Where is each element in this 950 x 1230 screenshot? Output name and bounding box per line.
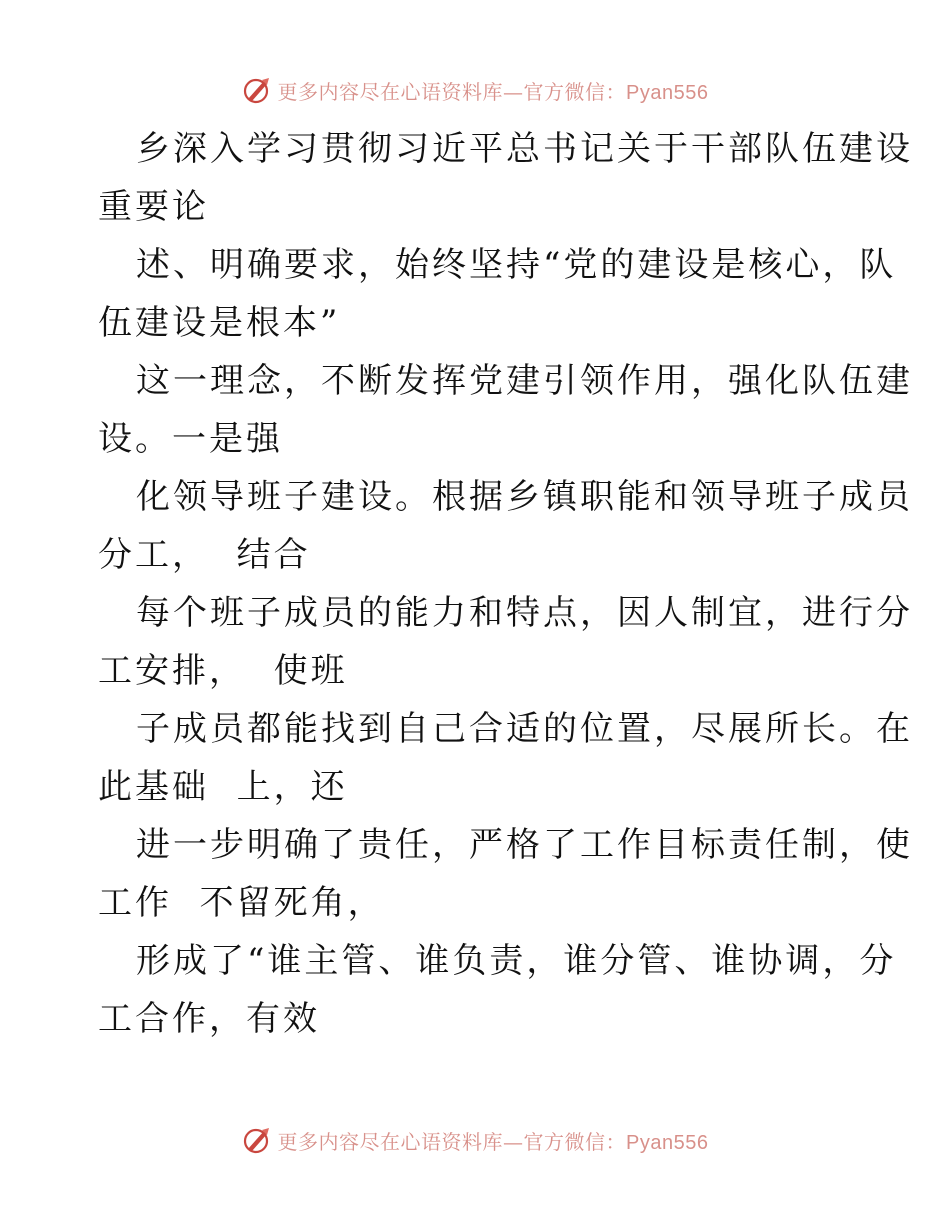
text-line: 进一步明确了贵任，严格了工作目标责任制，使: [136, 825, 913, 865]
header-watermark-text: [278, 76, 709, 105]
header-watermark: [0, 70, 950, 110]
header-watermark-label: 更多内容尽在心语资料库—官方微信：: [277, 79, 627, 104]
text-line: 工安排， 使班: [98, 651, 348, 691]
text-line: 此基础 上，还: [98, 767, 348, 807]
text-line: 工作 不留死角，: [98, 883, 385, 923]
footer-watermark-id: Pyan556: [626, 1131, 709, 1154]
text-line: 分工， 结合: [98, 535, 311, 575]
text-line: 述、明确要求，始终坚持“党的建设是核心，队: [136, 245, 897, 285]
text-line: 重要论: [98, 187, 209, 227]
document-body: [98, 120, 913, 1048]
footer-watermark-label: 更多内容尽在心语资料库—官方微信：: [277, 1129, 627, 1154]
text-line: 这一理念，不断发挥党建引领作用，强化队伍建: [136, 361, 913, 401]
text-line: 伍建设是根本”: [98, 303, 341, 343]
text-line: 设。一是强: [98, 419, 283, 459]
quill-logo-icon: [242, 1125, 272, 1155]
text-line: 乡深入学习贯彻习近平总书记关于干部队伍建设: [136, 129, 913, 169]
text-line: 形成了“谁主管、谁负责，谁分管、谁协调，分: [136, 941, 897, 981]
text-line: 子成员都能找到自己合适的位置，尽展所长。在: [136, 709, 913, 749]
header-watermark-id: Pyan556: [626, 81, 709, 104]
footer-watermark: [0, 1120, 950, 1160]
header-watermark-content: [242, 75, 709, 105]
quill-logo-icon: [242, 75, 272, 105]
footer-watermark-content: [242, 1125, 709, 1155]
text-line: 化领导班子建设。根据乡镇职能和领导班子成员: [136, 477, 913, 517]
text-line: 工合作，有效: [98, 999, 320, 1039]
text-line: 每个班子成员的能力和特点，因人制宜，进行分: [136, 593, 913, 633]
footer-watermark-text: [278, 1126, 709, 1155]
